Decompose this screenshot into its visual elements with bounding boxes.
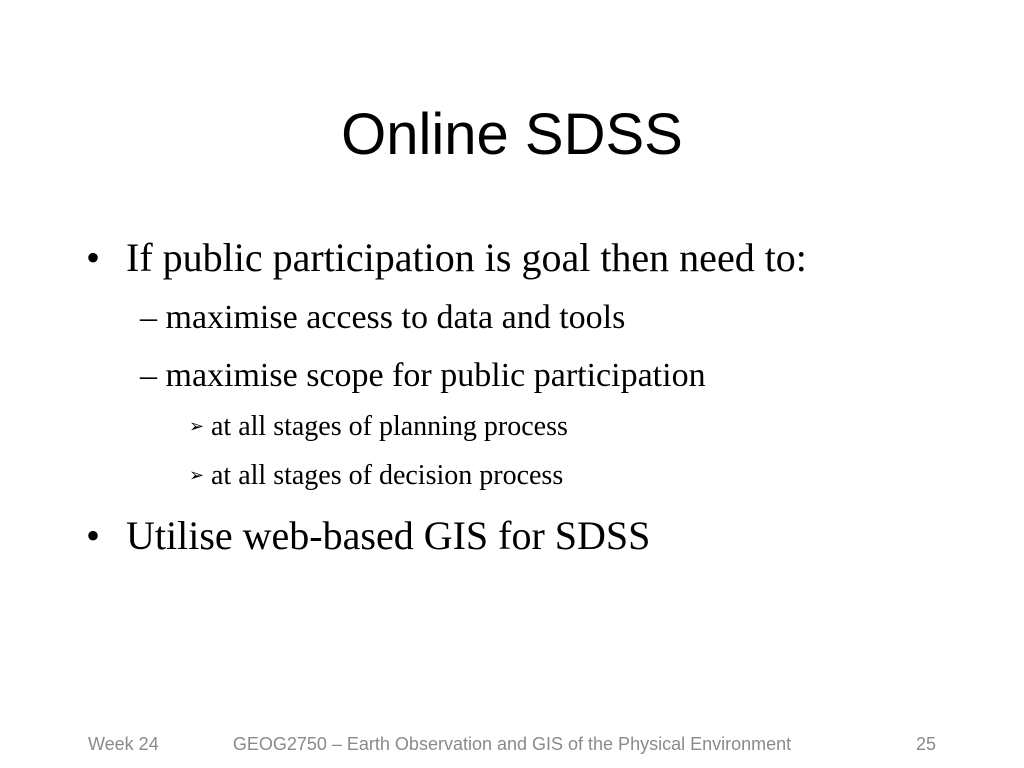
dash-icon: – <box>140 357 157 394</box>
bullet-dot-icon: • <box>86 235 101 280</box>
dash-icon: – <box>140 299 157 336</box>
footer-week: Week 24 <box>88 734 159 754</box>
arrowhead-icon: ➢ <box>189 465 205 486</box>
bullet-level-2 <box>140 298 625 338</box>
bullet-level-1 <box>86 512 650 560</box>
arrowhead-icon: ➢ <box>189 416 205 437</box>
bullet-text: maximise scope for public participation <box>165 357 706 394</box>
slide-title: Online SDSS <box>341 102 683 167</box>
footer-slide-number: 25 <box>915 734 936 754</box>
footer-course-title: GEOG2750 – Earth Observation and GIS of the Physical Environment <box>232 734 792 754</box>
bullet-text: at all stages of decision process <box>211 460 564 491</box>
bullet-level-3 <box>189 459 563 493</box>
bullet-level-1 <box>86 234 807 282</box>
bullet-text: Utilise web-based GIS for SDSS <box>126 513 651 558</box>
bullet-level-2 <box>140 356 706 396</box>
bullet-text: maximise access to data and tools <box>165 299 626 336</box>
bullet-dot-icon: • <box>86 513 101 558</box>
bullet-text: If public participation is goal then need to: <box>126 235 807 280</box>
bullet-text: at all stages of planning process <box>211 411 568 442</box>
bullet-level-3 <box>189 410 568 444</box>
